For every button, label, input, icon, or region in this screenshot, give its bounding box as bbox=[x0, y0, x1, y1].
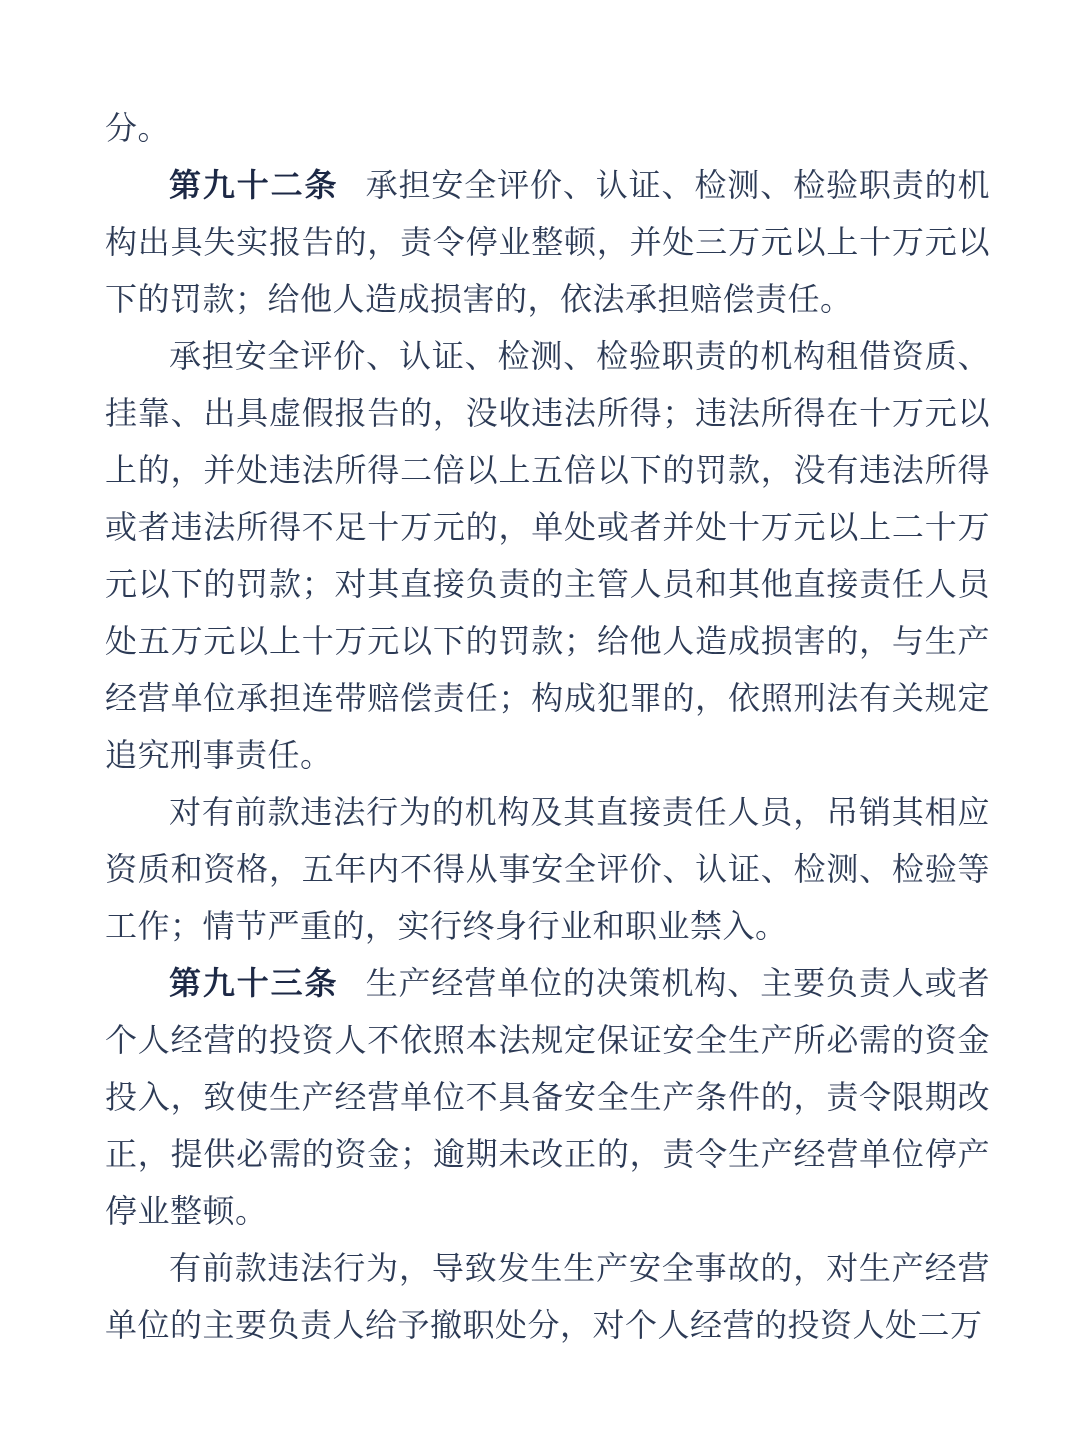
legal-text-body bbox=[105, 100, 990, 1354]
article-number-93: 第九十三条 bbox=[169, 965, 339, 1001]
paragraph-article-92-clause-2 bbox=[105, 328, 990, 784]
paragraph-text: 对有前款违法行为的机构及其直接责任人员，吊销其相应资质和资格，五年内不得从事安全评价、认证、检测、检验等工作；情节严重的，实行终身行业和职业禁入。 bbox=[105, 794, 990, 944]
paragraph-text: 承担安全评价、认证、检测、检验职责的机构租借资质、挂靠、出具虚假报告的，没收违法所得；违法所得在十万元以上的，并处违法所得二倍以上五倍以下的罚款，没有违法所得或者违法所得不足十万元的，单处或者并处十万元以上二十万元以下的罚款；对其直接负责的主管人员和其他直接责任人员处五万元以上十万元以下的罚款；给他人造成损害的，与生产经营单位承担连带赔偿责任；构成犯罪的，依照刑法有关规定追究刑事责任。 bbox=[105, 338, 990, 773]
paragraph-article-92 bbox=[105, 157, 990, 328]
paragraph-continuation bbox=[105, 100, 990, 157]
paragraph-text: 承担安全评价、认证、检测、检验职责的机构出具失实报告的，责令停业整顿，并处三万元以上十万元以下的罚款；给他人造成损害的，依法承担赔偿责任。 bbox=[105, 167, 990, 317]
paragraph-article-93-clause-2 bbox=[105, 1240, 990, 1354]
article-number-92: 第九十二条 bbox=[169, 167, 339, 203]
paragraph-article-92-clause-3 bbox=[105, 784, 990, 955]
paragraph-text: 分。 bbox=[105, 110, 171, 146]
paragraph-text: 有前款违法行为，导致发生生产安全事故的，对生产经营单位的主要负责人给予撤职处分，对个人经营的投资人处二万 bbox=[105, 1250, 990, 1343]
paragraph-text: 生产经营单位的决策机构、主要负责人或者个人经营的投资人不依照本法规定保证安全生产所必需的资金投入，致使生产经营单位不具备安全生产条件的，责令限期改正，提供必需的资金；逾期未改正的，责令生产经营单位停产停业整顿。 bbox=[105, 965, 990, 1229]
paragraph-article-93 bbox=[105, 955, 990, 1240]
